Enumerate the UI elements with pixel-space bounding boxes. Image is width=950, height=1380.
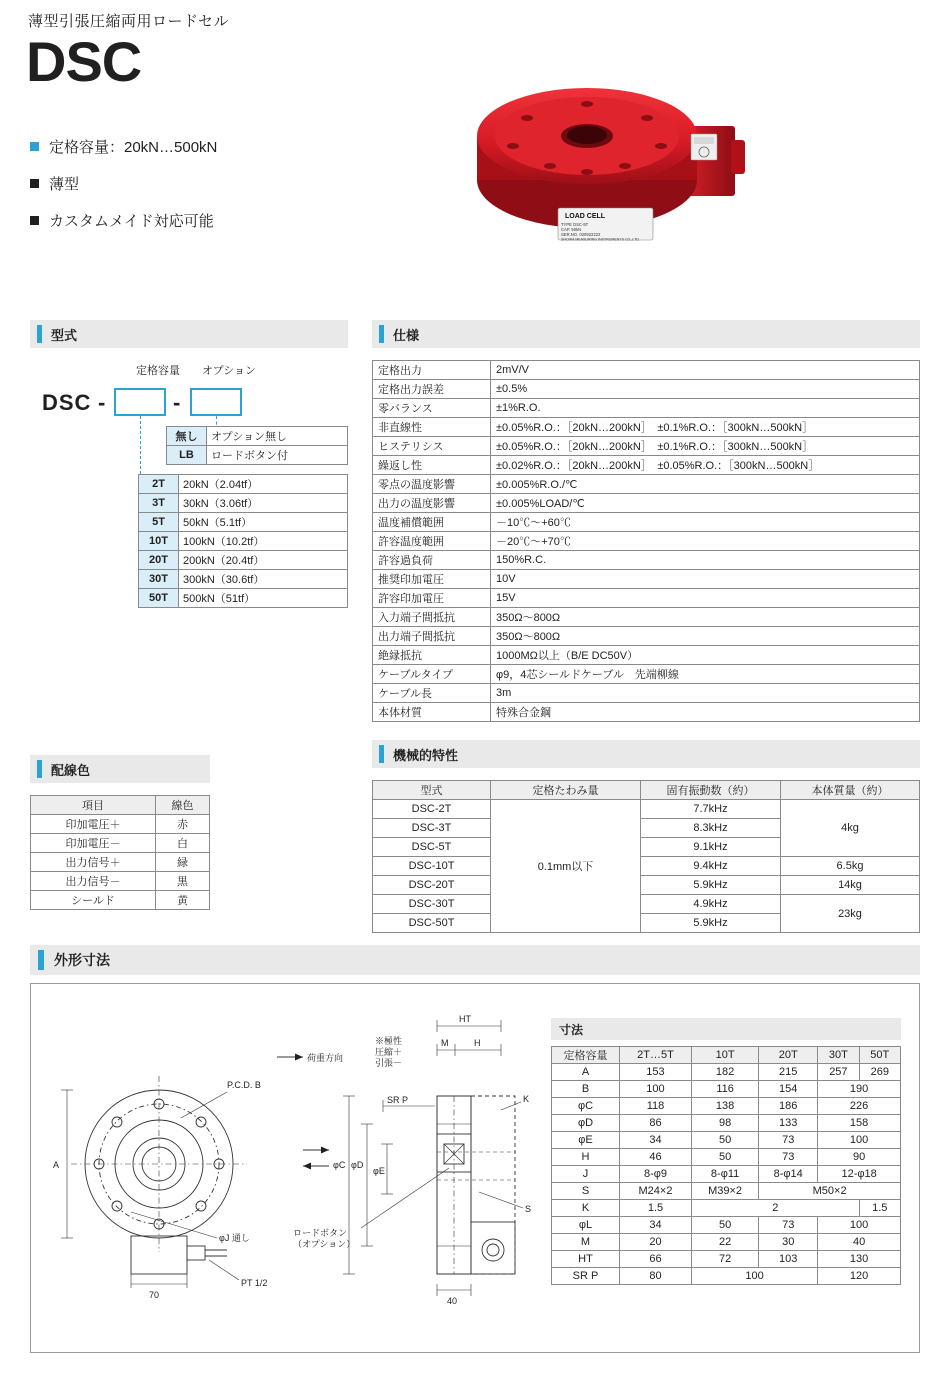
capacity-table <box>138 474 348 608</box>
section-title: 型式 <box>51 327 78 343</box>
model-code-diagram <box>30 362 348 622</box>
table-row <box>552 1098 901 1115</box>
dim-value: 73 <box>759 1132 818 1149</box>
column-header: 固有振動数（約） <box>641 781 781 800</box>
capacity-value: 500kN（51tf） <box>179 589 348 608</box>
dim-key: φL <box>552 1217 620 1234</box>
svg-text:（オプション）: （オプション） <box>293 1239 356 1249</box>
mech-deflection: 0.1mm以下 <box>491 800 641 933</box>
model-dash-2: - <box>173 390 181 415</box>
spec-key: 出力端子間抵抗 <box>373 627 491 646</box>
option-key: LB <box>167 446 207 465</box>
capacity-key: 20T <box>139 551 179 570</box>
spec-section <box>372 320 920 722</box>
dimensions-section <box>30 945 920 1353</box>
feature-bullets <box>30 136 217 247</box>
svg-text:PT 1/2: PT 1/2 <box>241 1278 268 1288</box>
spec-value: －10℃〜+60℃ <box>491 513 920 532</box>
capacity-key: 3T <box>139 494 179 513</box>
svg-text:SER.NO. 020922222: SER.NO. 020922222 <box>561 232 601 237</box>
table-row <box>373 857 920 876</box>
dim-value: 226 <box>818 1098 901 1115</box>
spec-value: φ9，4芯シールドケーブル 先端柳線 <box>491 665 920 684</box>
spec-table <box>372 360 920 722</box>
wire-item: シールド <box>31 891 156 910</box>
dim-value: 100 <box>818 1132 901 1149</box>
mech-model: DSC-3T <box>373 819 491 838</box>
table-row <box>552 1200 901 1217</box>
table-row <box>552 1081 901 1098</box>
page-subtitle: 薄型引張圧縮両用ロードセル <box>28 13 230 30</box>
svg-text:70: 70 <box>149 1290 160 1300</box>
dim-value: 153 <box>620 1064 692 1081</box>
spec-value: 15V <box>491 589 920 608</box>
spec-value: ±0.02%R.O.：［20kN…200kN］ ±0.05%R.O.：［300kN…500kN］ <box>491 456 920 475</box>
spec-key: 零点の温度影響 <box>373 475 491 494</box>
dim-key: φC <box>552 1098 620 1115</box>
section-tick-icon <box>379 325 384 343</box>
section-title: 機械的特性 <box>393 747 459 763</box>
table-row <box>373 399 920 418</box>
dim-key: S <box>552 1183 620 1200</box>
wire-item: 出力信号－ <box>31 872 156 891</box>
wire-color: 赤 <box>156 815 210 834</box>
feature-bullet-label: 定格容量：20kN…500kN <box>49 139 218 156</box>
table-row <box>139 494 348 513</box>
dim-value: 86 <box>620 1115 692 1132</box>
feature-bullet <box>30 136 217 157</box>
section-tick-icon <box>37 325 42 343</box>
dim-value: 100 <box>691 1268 817 1285</box>
dim-value: 138 <box>691 1098 758 1115</box>
table-row <box>139 551 348 570</box>
feature-bullet-label: カスタムメイド対応可能 <box>49 213 214 230</box>
spec-value: 10V <box>491 570 920 589</box>
spec-key: 定格出力誤差 <box>373 380 491 399</box>
dim-key: M <box>552 1234 620 1251</box>
bullet-square-icon <box>30 179 39 188</box>
section-title: 仕様 <box>393 327 420 343</box>
spec-value: ±0.005%R.O./℃ <box>491 475 920 494</box>
svg-text:A: A <box>53 1160 60 1170</box>
table-row <box>552 1234 901 1251</box>
dim-value: 98 <box>691 1115 758 1132</box>
table-row <box>373 665 920 684</box>
svg-text:M: M <box>441 1038 449 1048</box>
section-header-wiring <box>30 755 210 783</box>
dim-value: 20 <box>620 1234 692 1251</box>
product-photo <box>455 48 785 253</box>
table-row <box>552 1251 901 1268</box>
mech-model: DSC-2T <box>373 800 491 819</box>
column-header: 50T <box>859 1047 900 1064</box>
capacity-key: 50T <box>139 589 179 608</box>
table-row <box>31 834 210 853</box>
table-row <box>373 361 920 380</box>
svg-text:K: K <box>523 1094 530 1104</box>
mech-model: DSC-50T <box>373 914 491 933</box>
page-title: DSC <box>26 30 142 93</box>
dim-value: M50×2 <box>759 1183 901 1200</box>
table-row <box>373 380 920 399</box>
table-row <box>373 608 920 627</box>
dim-value: 12-φ18 <box>818 1166 901 1183</box>
svg-text:S: S <box>525 1204 532 1214</box>
svg-text:荷重方向: 荷重方向 <box>307 1053 344 1063</box>
svg-text:TYPE DSC-5T: TYPE DSC-5T <box>561 222 589 227</box>
capacity-key: 10T <box>139 532 179 551</box>
dim-value: M39×2 <box>691 1183 758 1200</box>
table-row <box>373 494 920 513</box>
dim-value: 80 <box>620 1268 692 1285</box>
dim-value: 269 <box>859 1064 900 1081</box>
dimensions-body <box>30 983 920 1353</box>
svg-text:引張－: 引張－ <box>375 1058 403 1068</box>
dim-key: A <box>552 1064 620 1081</box>
mechanical-table <box>372 780 920 933</box>
dimension-table-title: 寸法 <box>551 1018 901 1040</box>
svg-text:φC: φC <box>333 1160 346 1170</box>
model-dash: - <box>98 390 106 415</box>
mech-mass: 14kg <box>781 876 920 895</box>
dim-value: 2 <box>691 1200 859 1217</box>
capacity-value: 100kN（10.2tf） <box>179 532 348 551</box>
table-row <box>552 1064 901 1081</box>
spec-key: ヒステリシス <box>373 437 491 456</box>
table-row <box>167 446 348 465</box>
dim-value: 50 <box>691 1217 758 1234</box>
dim-value: 73 <box>759 1217 818 1234</box>
svg-text:φE: φE <box>373 1166 385 1176</box>
table-row <box>139 513 348 532</box>
bullet-square-icon <box>30 142 39 151</box>
spec-key: 許容過負荷 <box>373 551 491 570</box>
section-header-spec <box>372 320 920 348</box>
dim-key: K <box>552 1200 620 1217</box>
spec-key: ケーブルタイプ <box>373 665 491 684</box>
svg-text:φD: φD <box>351 1160 364 1170</box>
mech-model: DSC-20T <box>373 876 491 895</box>
spec-key: ケーブル長 <box>373 684 491 703</box>
dim-value: 34 <box>620 1132 692 1149</box>
table-row <box>31 853 210 872</box>
feature-bullet-label: 薄型 <box>49 176 80 193</box>
dim-value: 103 <box>759 1251 818 1268</box>
wire-color: 白 <box>156 834 210 853</box>
dim-value: 22 <box>691 1234 758 1251</box>
svg-text:SR P: SR P <box>387 1095 409 1105</box>
table-row <box>31 891 210 910</box>
capacity-value: 20kN（2.04tf） <box>179 475 348 494</box>
table-row <box>552 1132 901 1149</box>
spec-key: 本体材質 <box>373 703 491 722</box>
dim-value: 72 <box>691 1251 758 1268</box>
column-header: 定格容量 <box>552 1047 620 1064</box>
model-option-box <box>190 388 242 416</box>
column-header: 30T <box>818 1047 859 1064</box>
column-header: 項目 <box>31 796 156 815</box>
dim-value: 186 <box>759 1098 818 1115</box>
mech-frequency: 5.9kHz <box>641 876 781 895</box>
option-value: オプション無し <box>207 427 348 446</box>
model-section <box>30 320 348 622</box>
dim-value: 50 <box>691 1132 758 1149</box>
svg-text:HT: HT <box>459 1014 471 1024</box>
section-tick-icon <box>38 950 44 970</box>
dim-key: φE <box>552 1132 620 1149</box>
wire-color: 緑 <box>156 853 210 872</box>
column-header: 20T <box>759 1047 818 1064</box>
table-row <box>373 589 920 608</box>
spec-key: 推奨印加電圧 <box>373 570 491 589</box>
spec-value: 350Ω〜800Ω <box>491 627 920 646</box>
dim-value: 116 <box>691 1081 758 1098</box>
table-row <box>373 800 920 819</box>
svg-text:φJ 通し: φJ 通し <box>219 1233 250 1243</box>
section-title: 配線色 <box>51 762 91 778</box>
table-row <box>373 456 920 475</box>
model-capacity-box <box>114 388 166 416</box>
table-row <box>373 513 920 532</box>
section-tick-icon <box>379 745 384 763</box>
spec-key: 許容印加電圧 <box>373 589 491 608</box>
mech-model: DSC-5T <box>373 838 491 857</box>
table-row <box>552 1166 901 1183</box>
spec-key: 繰返し性 <box>373 456 491 475</box>
feature-bullet <box>30 173 217 194</box>
dim-value: 90 <box>818 1149 901 1166</box>
table-row <box>552 1149 901 1166</box>
table-row <box>167 427 348 446</box>
mech-frequency: 4.9kHz <box>641 895 781 914</box>
mech-mass: 4kg <box>781 800 920 857</box>
capacity-value: 300kN（30.6tf） <box>179 570 348 589</box>
dim-value: 8-φ9 <box>620 1166 692 1183</box>
table-row <box>373 876 920 895</box>
dim-value: 1.5 <box>859 1200 900 1217</box>
mech-mass: 23kg <box>781 895 920 933</box>
dim-value: 100 <box>620 1081 692 1098</box>
table-row <box>373 646 920 665</box>
dim-value: 66 <box>620 1251 692 1268</box>
label-capacity: 定格容量 <box>136 365 180 377</box>
table-row <box>373 532 920 551</box>
column-header: 2T…5T <box>620 1047 692 1064</box>
option-key: 無し <box>167 427 207 446</box>
wire-item: 出力信号＋ <box>31 853 156 872</box>
section-header-mech <box>372 740 920 768</box>
table-row <box>552 1183 901 1200</box>
dim-value: 215 <box>759 1064 818 1081</box>
table-row <box>373 418 920 437</box>
section-tick-icon <box>37 760 42 778</box>
dim-value: 100 <box>818 1217 901 1234</box>
dim-value: 8-φ14 <box>759 1166 818 1183</box>
column-header: 型式 <box>373 781 491 800</box>
bullet-square-icon <box>30 216 39 225</box>
wire-color: 黒 <box>156 872 210 891</box>
svg-text:※極性: ※極性 <box>375 1036 403 1046</box>
capacity-value: 30kN（3.06tf） <box>179 494 348 513</box>
dim-key: SR P <box>552 1268 620 1285</box>
dim-key: J <box>552 1166 620 1183</box>
dim-value: 40 <box>818 1234 901 1251</box>
dim-value: 46 <box>620 1149 692 1166</box>
capacity-value: 200kN（20.4tf） <box>179 551 348 570</box>
dim-value: 1.5 <box>620 1200 692 1217</box>
table-row <box>552 1115 901 1132</box>
dim-value: 190 <box>818 1081 901 1098</box>
table-row <box>139 475 348 494</box>
spec-value: ±1%R.O. <box>491 399 920 418</box>
dim-value: 118 <box>620 1098 692 1115</box>
dim-value: 182 <box>691 1064 758 1081</box>
mech-frequency: 5.9kHz <box>641 914 781 933</box>
dim-value: 50 <box>691 1149 758 1166</box>
spec-value: 3m <box>491 684 920 703</box>
dim-value: 30 <box>759 1234 818 1251</box>
spec-key: 許容温度範囲 <box>373 532 491 551</box>
section-header-model <box>30 320 348 348</box>
spec-value: 350Ω〜800Ω <box>491 608 920 627</box>
spec-value: 特殊合金鋼 <box>491 703 920 722</box>
table-row <box>373 895 920 914</box>
spec-key: 入力端子間抵抗 <box>373 608 491 627</box>
capacity-key: 2T <box>139 475 179 494</box>
spec-value: ±0.05%R.O.：［20kN…200kN］ ±0.1%R.O.：［300kN…500kN］ <box>491 437 920 456</box>
table-row <box>31 815 210 834</box>
table-row <box>139 532 348 551</box>
spec-value: 2mV/V <box>491 361 920 380</box>
table-row <box>31 872 210 891</box>
column-header: 定格たわみ量 <box>491 781 641 800</box>
svg-text:H: H <box>474 1038 481 1048</box>
column-header: 10T <box>691 1047 758 1064</box>
wiring-table <box>30 795 210 910</box>
mech-frequency: 9.1kHz <box>641 838 781 857</box>
spec-value: －20℃〜+70℃ <box>491 532 920 551</box>
capacity-key: 5T <box>139 513 179 532</box>
table-row <box>552 1268 901 1285</box>
table-row <box>139 589 348 608</box>
mechanical-section <box>372 740 920 933</box>
dim-value: 73 <box>759 1149 818 1166</box>
table-row <box>139 570 348 589</box>
table-row <box>373 570 920 589</box>
table-header-row <box>373 781 920 800</box>
dim-value: 158 <box>818 1115 901 1132</box>
svg-text:SHOWA MEASURING INSTRUMENTS CO: SHOWA MEASURING INSTRUMENTS CO.,LTD. <box>561 237 640 242</box>
section-header-dimensions <box>30 945 920 975</box>
capacity-key: 30T <box>139 570 179 589</box>
mech-mass: 6.5kg <box>781 857 920 876</box>
dim-value: 34 <box>620 1217 692 1234</box>
table-row <box>373 684 920 703</box>
mech-frequency: 7.7kHz <box>641 800 781 819</box>
svg-text:P.C.D. B: P.C.D. B <box>227 1080 261 1090</box>
spec-key: 零バランス <box>373 399 491 418</box>
dim-value: 8-φ11 <box>691 1166 758 1183</box>
table-row <box>373 703 920 722</box>
capacity-value: 50kN（5.1tf） <box>179 513 348 532</box>
dim-value: 154 <box>759 1081 818 1098</box>
column-header: 線色 <box>156 796 210 815</box>
photo-plate-title: LOAD CELL <box>565 213 606 220</box>
dimension-table <box>551 1046 901 1285</box>
model-prefix: DSC <box>42 390 92 415</box>
dim-value: 133 <box>759 1115 818 1132</box>
table-header-row <box>552 1047 901 1064</box>
dim-value: M24×2 <box>620 1183 692 1200</box>
spec-key: 絶縁抵抗 <box>373 646 491 665</box>
spec-value: ±0.05%R.O.：［20kN…200kN］ ±0.1%R.O.：［300kN…500kN］ <box>491 418 920 437</box>
column-header: 本体質量（約） <box>781 781 920 800</box>
svg-text:圧縮＋: 圧縮＋ <box>375 1047 403 1057</box>
wiring-section <box>30 755 210 910</box>
spec-value: ±0.5% <box>491 380 920 399</box>
table-row <box>373 475 920 494</box>
wire-item: 印加電圧＋ <box>31 815 156 834</box>
spec-key: 出力の温度影響 <box>373 494 491 513</box>
option-table <box>166 426 348 465</box>
spec-value: 150%R.C. <box>491 551 920 570</box>
spec-key: 定格出力 <box>373 361 491 380</box>
outline-drawing <box>31 984 551 1352</box>
mech-frequency: 8.3kHz <box>641 819 781 838</box>
mech-frequency: 9.4kHz <box>641 857 781 876</box>
dim-key: HT <box>552 1251 620 1268</box>
table-header-row <box>31 796 210 815</box>
feature-bullet <box>30 210 217 231</box>
section-title: 外形寸法 <box>54 952 110 968</box>
dim-value: 257 <box>818 1064 859 1081</box>
label-option: オプション <box>202 365 257 377</box>
dim-key: B <box>552 1081 620 1098</box>
table-row <box>373 437 920 456</box>
svg-text:ロードボタン: ロードボタン <box>293 1228 348 1238</box>
table-row <box>373 627 920 646</box>
wire-item: 印加電圧－ <box>31 834 156 853</box>
table-row <box>373 551 920 570</box>
mech-model: DSC-10T <box>373 857 491 876</box>
dim-key: H <box>552 1149 620 1166</box>
dim-key: φD <box>552 1115 620 1132</box>
svg-text:40: 40 <box>447 1296 458 1306</box>
table-row <box>552 1217 901 1234</box>
dimension-table-wrap <box>551 1018 901 1285</box>
spec-value: ±0.005%LOAD/℃ <box>491 494 920 513</box>
svg-text:CAP. 50kN: CAP. 50kN <box>561 227 582 232</box>
mech-model: DSC-30T <box>373 895 491 914</box>
option-value: ロードボタン付 <box>207 446 348 465</box>
spec-key: 温度補償範囲 <box>373 513 491 532</box>
spec-value: 1000MΩ以上（B/E DC50V） <box>491 646 920 665</box>
wire-color: 黄 <box>156 891 210 910</box>
dim-value: 130 <box>818 1251 901 1268</box>
spec-key: 非直線性 <box>373 418 491 437</box>
dim-value: 120 <box>818 1268 901 1285</box>
